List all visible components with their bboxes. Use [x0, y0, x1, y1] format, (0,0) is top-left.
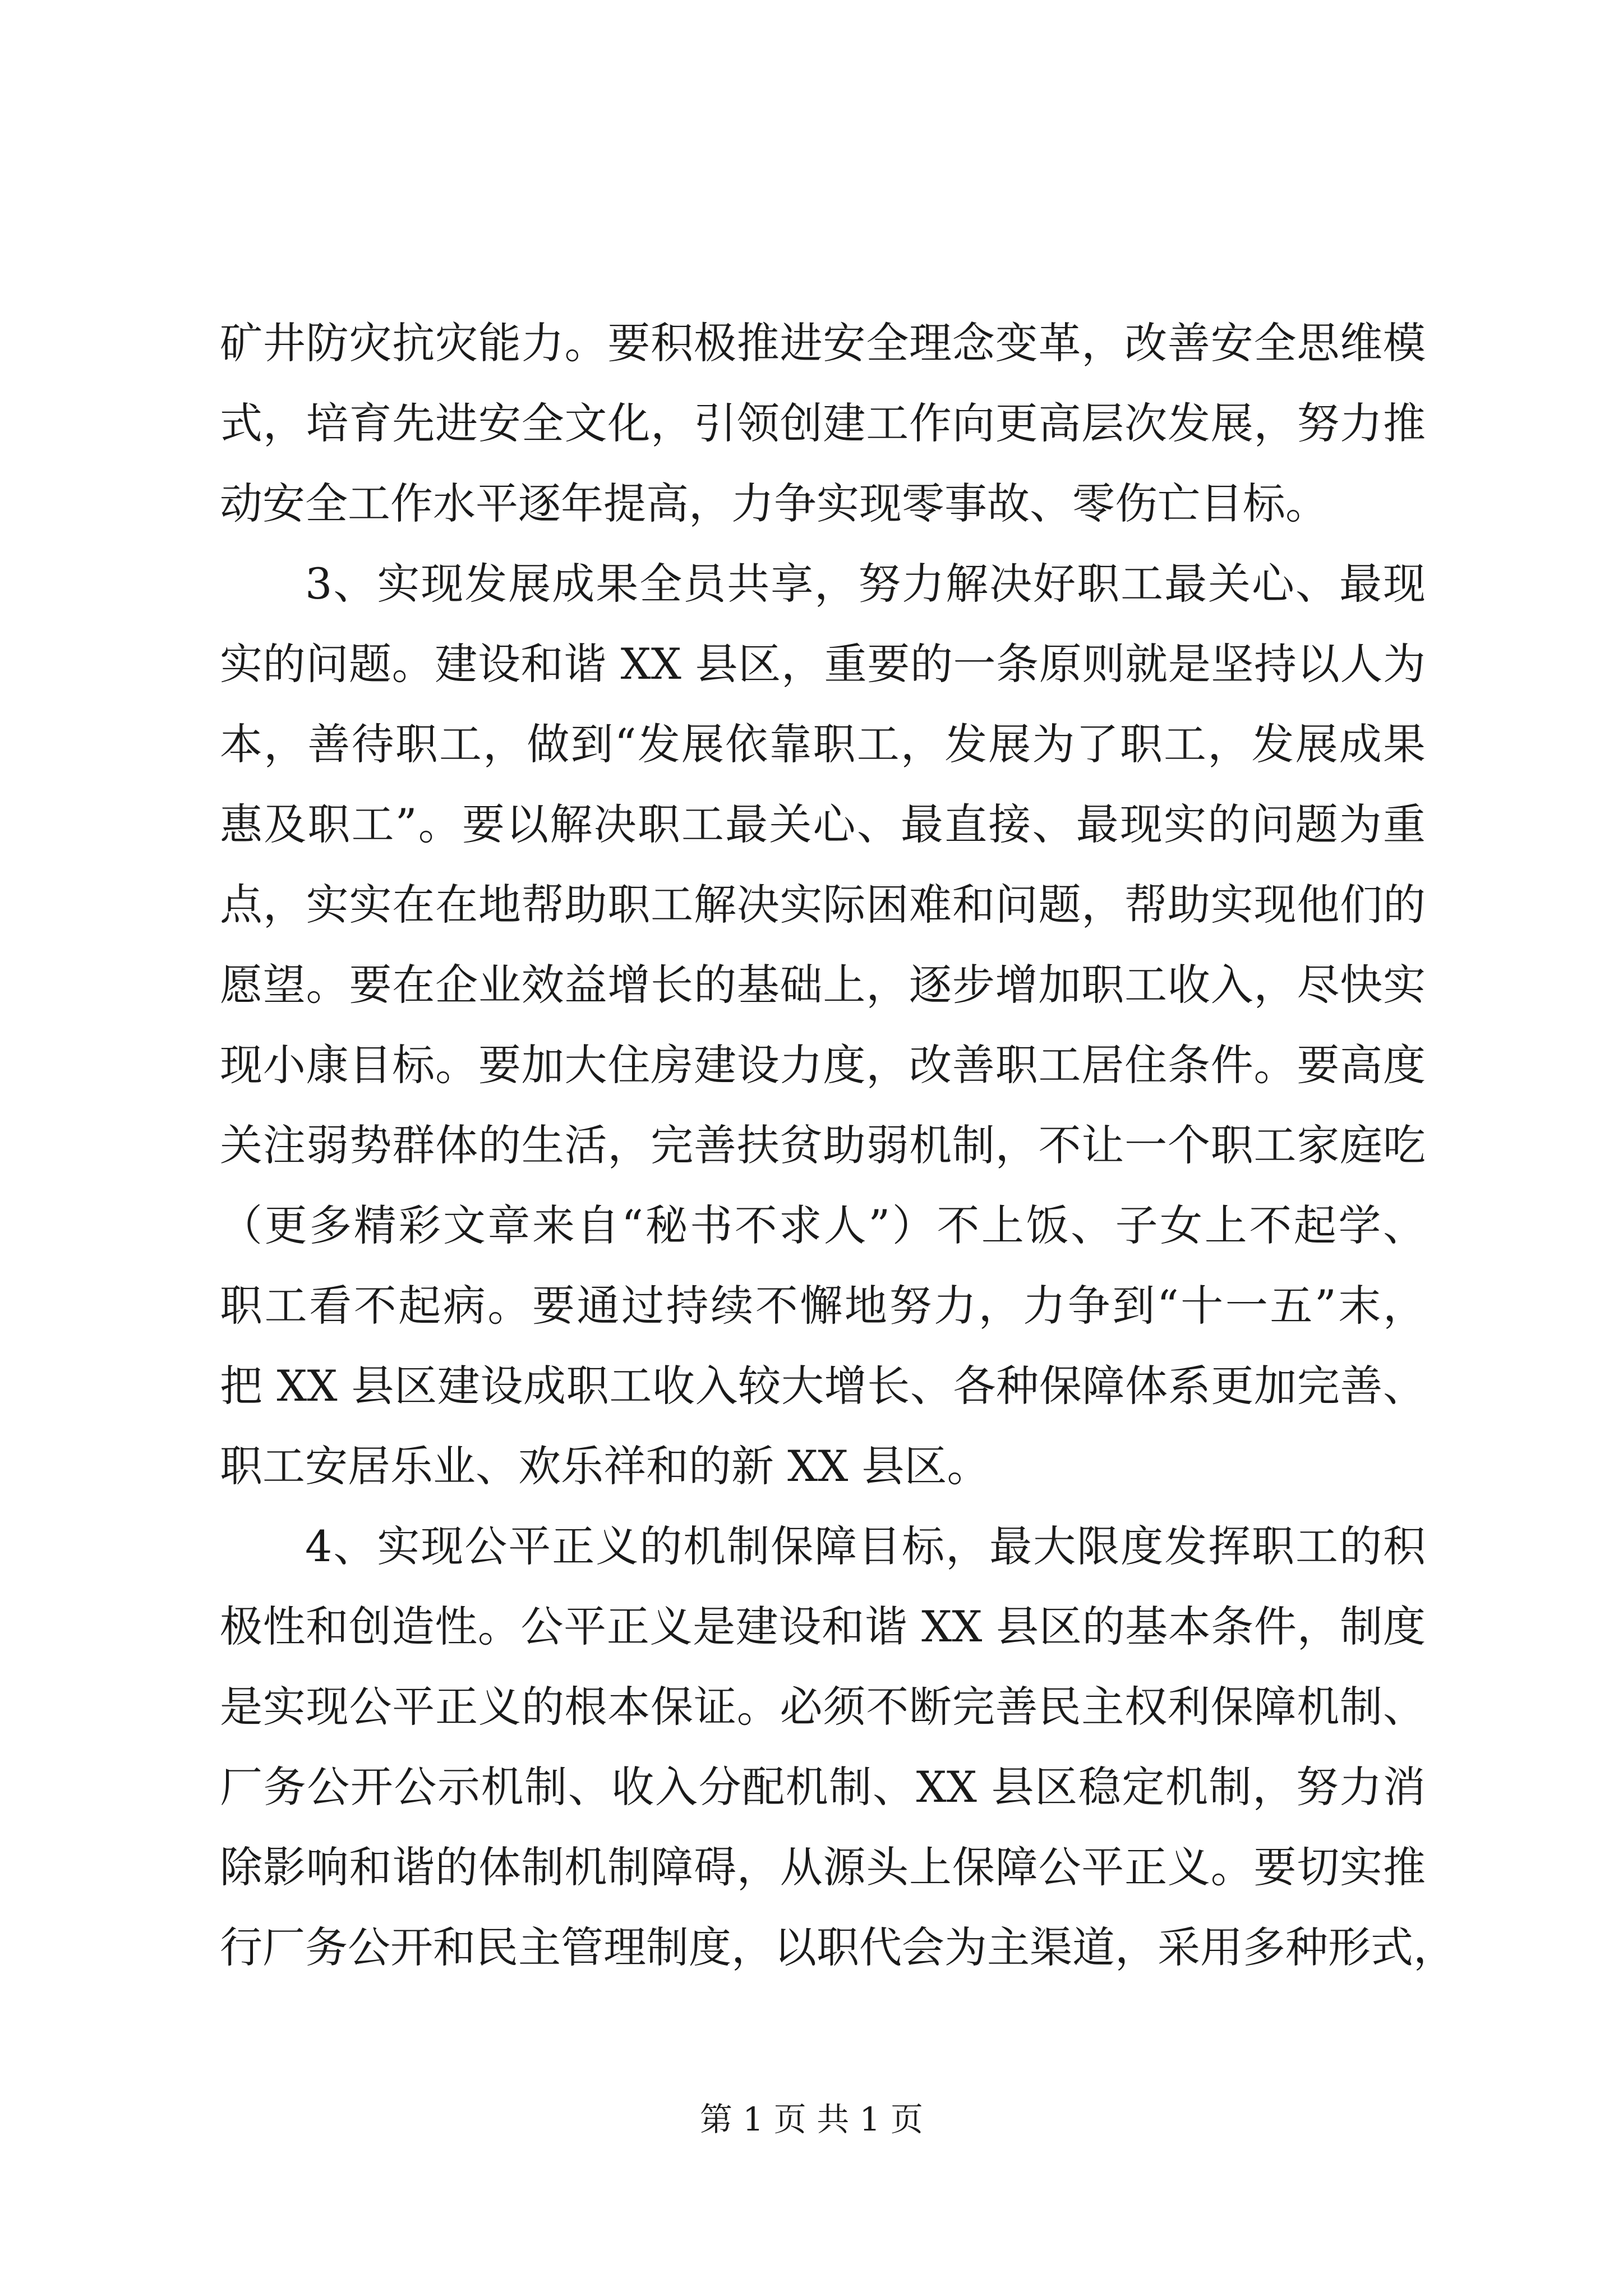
text-line: 是实现公平正义的根本保证。必须不断完善民主权利保障机制、	[220, 1682, 1426, 1732]
text-line: 惠及职工”。要以解决职工最关心、最直接、最现实的问题为重	[220, 799, 1426, 849]
text-line: 动安全工作水平逐年提高，力争实现零事故、零伤亡目标。	[220, 478, 1328, 528]
text-line: 关注弱势群体的生活，完善扶贫助弱机制，不让一个职工家庭吃	[220, 1120, 1426, 1170]
text-line: 式，培育先进安全文化，引领创建工作向更高层次发展，努力推	[220, 398, 1426, 448]
text-line: 职工安居乐业、欢乐祥和的新 XX 县区。	[220, 1441, 990, 1491]
text-line: 除影响和谐的体制机制障碍，从源头上保障公平正义。要切实推	[220, 1842, 1426, 1892]
text-line: 3、实现发展成果全员共享，努力解决好职工最关心、最现	[305, 559, 1426, 609]
text-line: 4、实现公平正义的机制保障目标，最大限度发挥职工的积	[305, 1521, 1426, 1571]
text-line: 矿井防灾抗灾能力。要积极推进安全理念变革，改善安全思维模	[220, 318, 1426, 368]
text-line: 本，善待职工，做到“发展依靠职工，发展为了职工，发展成果	[220, 719, 1426, 769]
text-line: （更多精彩文章来自“秘书不求人”）不上饭、子女上不起学、	[220, 1200, 1426, 1250]
page-footer: 第 1 页 共 1 页	[700, 2100, 923, 2138]
text-line: 职工看不起病。要通过持续不懈地努力，力争到“十一五”末，	[220, 1281, 1426, 1331]
text-line: 现小康目标。要加大住房建设力度，改善职工居住条件。要高度	[220, 1040, 1426, 1090]
text-line: 实的问题。建设和谐 XX 县区，重要的一条原则就是坚持以人为	[220, 639, 1426, 689]
text-line: 极性和创造性。公平正义是建设和谐 XX 县区的基本条件，制度	[220, 1602, 1426, 1651]
text-line: 厂务公开公示机制、收入分配机制、XX 县区稳定机制，努力消	[220, 1762, 1426, 1812]
document-body	[220, 303, 1456, 1987]
text-line: 愿望。要在企业效益增长的基础上，逐步增加职工收入，尽快实	[220, 960, 1426, 1010]
text-line: 把 XX 县区建设成职工收入较大增长、各种保障体系更加完善、	[220, 1361, 1426, 1411]
text-line: 行厂务公开和民主管理制度，以职代会为主渠道，采用多种形式，	[220, 1922, 1456, 1972]
text-line: 点，实实在在地帮助职工解决实际困难和问题，帮助实现他们的	[220, 880, 1426, 930]
